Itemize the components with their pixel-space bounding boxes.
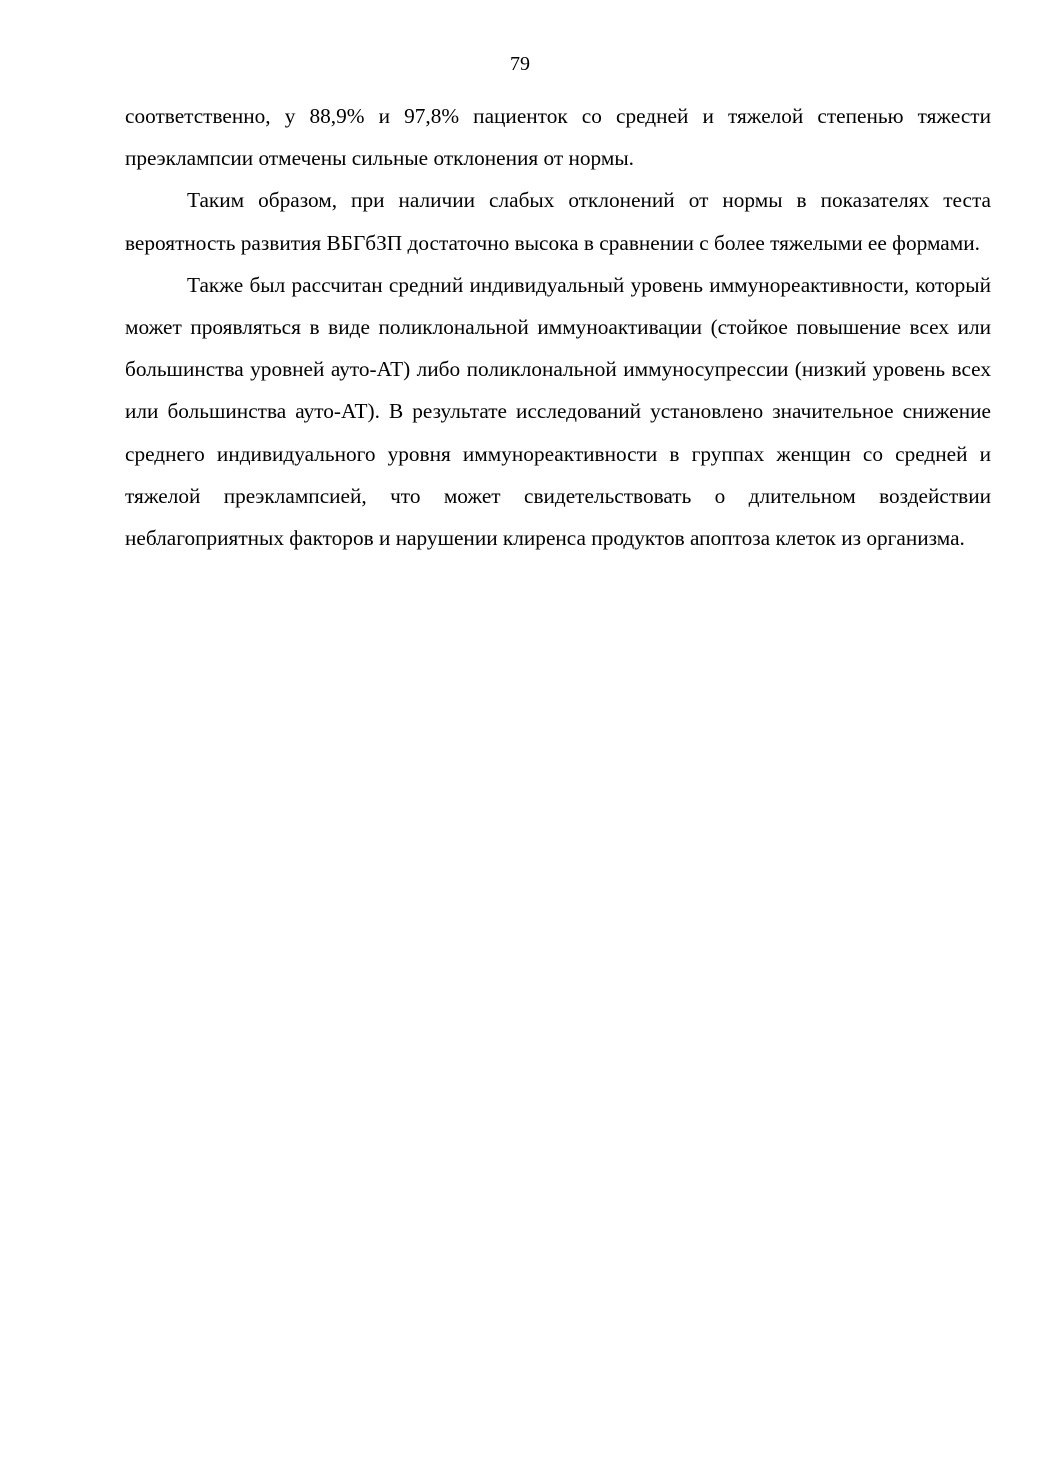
page-number: 79	[510, 53, 530, 75]
paragraph-conclusion: Таким образом, при наличии слабых отклонений от нормы в показателях теста вероятность развития ВБГбЗП достаточно высока в сравнении с более тяжелыми ее формами.	[125, 188, 991, 255]
paragraph-immunoreactivity: Также был рассчитан средний индивидуальный уровень иммунореактивности, который может проявляться в виде поликлональной иммуноактивации (стойкое повышение всех или большинства уровней ауто-АТ) либо поликлональной иммуносупрессии (низкий уровень всех или большинства ауто-АТ). В результате исследований установлено значительное снижение среднего индивидуального уровня иммунореактивности в группах женщин со средней и тяжелой преэклампсией, что может свидетельствовать о длительном воздействии неблагоприятных факторов и нарушении клиренса продуктов апоптоза клеток из организма.	[125, 272, 991, 551]
document-body	[125, 95, 991, 559]
paragraph-continuation: соответственно, у 88,9% и 97,8% пациенток со средней и тяжелой степенью тяжести преэклампсии отмечены сильные отклонения от нормы.	[125, 104, 991, 171]
